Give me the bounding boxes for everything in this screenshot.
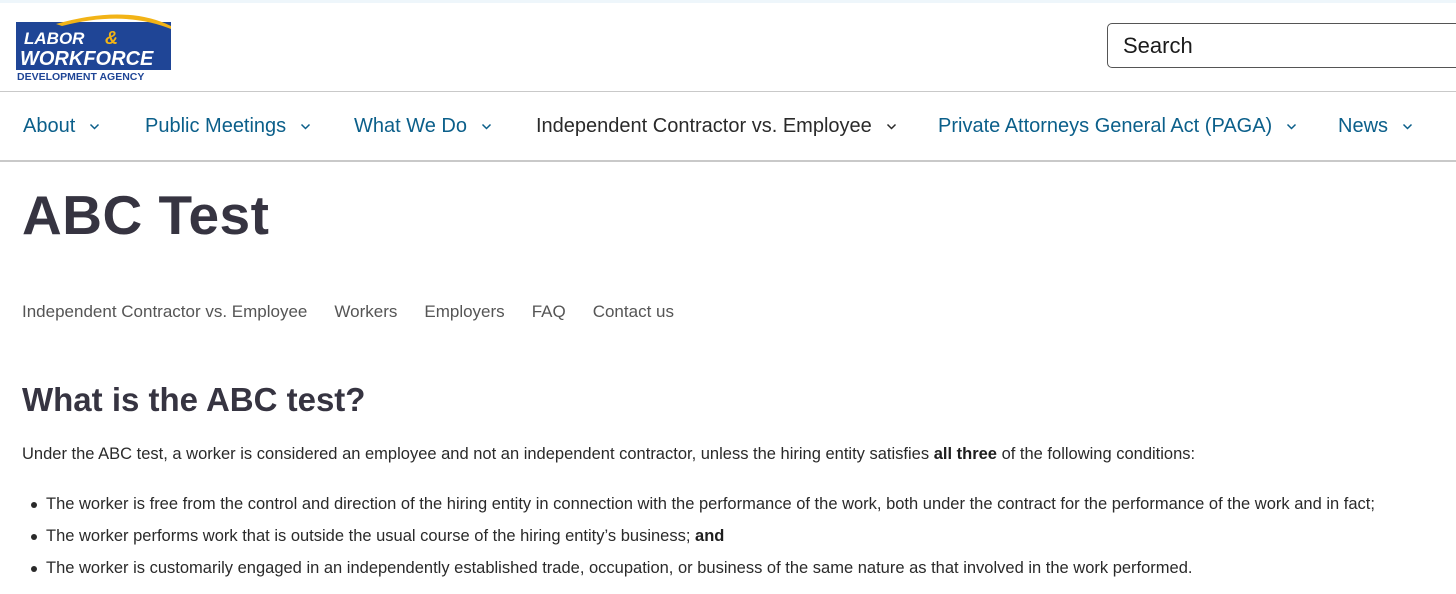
intro-text-start: Under the ABC test, a worker is considered an employee and not an independent contractor, unless the hiring entity satisfies — [22, 445, 934, 463]
logo-line3: DEVELOPMENT AGENCY — [17, 71, 145, 82]
conditions-list — [22, 494, 1375, 590]
nav-item-public-meetings[interactable] — [145, 92, 311, 160]
subnav-link-workers[interactable]: Workers — [334, 302, 398, 321]
agency-logo[interactable] — [16, 12, 173, 82]
page-title: ABC Test — [22, 184, 270, 246]
section-subnav — [22, 302, 701, 322]
search-input[interactable] — [1108, 24, 1453, 67]
nav-item-label: News — [1338, 114, 1389, 137]
bullet-icon — [31, 534, 37, 540]
chevron-down-icon — [300, 121, 311, 132]
search-box — [1107, 23, 1456, 68]
condition-text: The worker is customarily engaged in an independently established trade, occupation, or business of the same nature as that involved in the work performed. — [46, 559, 1193, 577]
intro-text-end: of the following conditions: — [996, 445, 1196, 463]
chevron-down-icon — [1402, 121, 1413, 132]
nav-item-independent-contractor[interactable] — [536, 92, 897, 160]
list-item — [22, 494, 1375, 526]
chevron-down-icon — [481, 121, 492, 132]
nav-item-news[interactable] — [1338, 92, 1413, 160]
condition-text: The worker performs work that is outside the usual course of the hiring entity’s business; — [46, 527, 696, 545]
intro-emphasis: all three — [933, 445, 997, 463]
condition-emphasis: and — [695, 527, 725, 545]
chevron-down-icon — [886, 121, 897, 132]
list-item — [22, 558, 1375, 590]
subnav-link-independent-contractor[interactable]: Independent Contractor vs. Employee — [22, 302, 308, 321]
nav-item-label: What We Do — [354, 114, 467, 137]
nav-item-what-we-do[interactable] — [354, 92, 492, 160]
logo-line2: WORKFORCE — [20, 48, 154, 70]
nav-item-label: Independent Contractor vs. Employee — [536, 114, 872, 137]
condition-text: The worker is free from the control and direction of the hiring entity in connection with the performance of the work, both under the contract for the performance of the work and in fact; — [46, 495, 1375, 513]
chevron-down-icon — [89, 121, 100, 132]
bullet-icon — [31, 566, 37, 572]
section-heading: What is the ABC test? — [22, 381, 366, 418]
logo-ampersand: & — [105, 28, 118, 48]
nav-item-label: Private Attorneys General Act (PAGA) — [938, 114, 1273, 137]
nav-item-paga[interactable] — [938, 92, 1297, 160]
subnav-link-contact-us[interactable]: Contact us — [592, 302, 674, 321]
subnav-link-faq[interactable]: FAQ — [531, 302, 566, 321]
bullet-icon — [31, 502, 37, 508]
main-nav — [0, 91, 1456, 162]
nav-item-about[interactable] — [23, 92, 100, 160]
nav-item-label: About — [23, 114, 76, 137]
nav-item-label: Public Meetings — [145, 114, 287, 137]
site-header — [0, 3, 1456, 91]
intro-paragraph — [22, 445, 1195, 464]
logo-line1: LABOR — [24, 29, 85, 48]
chevron-down-icon — [1286, 121, 1297, 132]
list-item — [22, 526, 1375, 558]
subnav-link-employers[interactable]: Employers — [424, 302, 505, 321]
